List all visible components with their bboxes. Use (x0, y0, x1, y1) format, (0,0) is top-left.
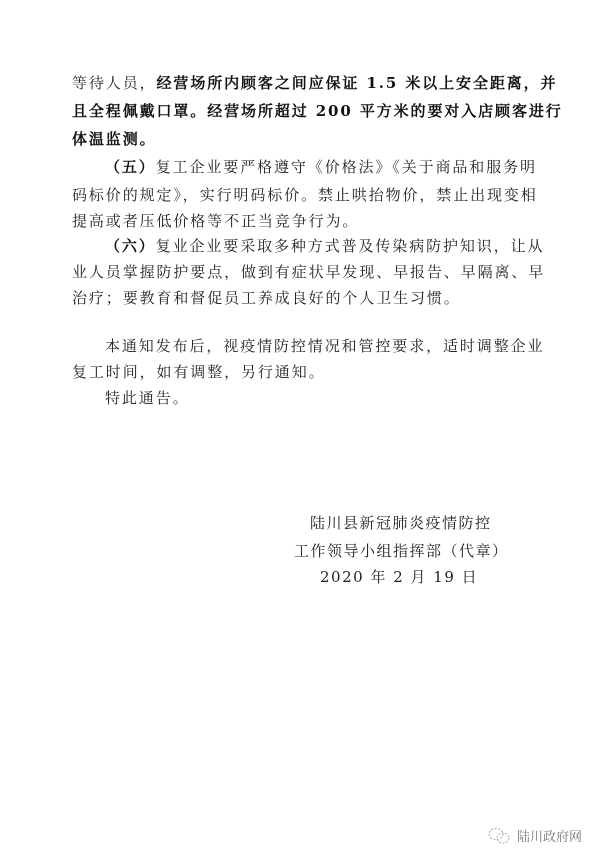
text-line (72, 211, 359, 231)
text-span: 码标价的规定》，实行明码标价。禁止哄抬物价，禁止出现变相 (72, 186, 538, 204)
text-line (105, 236, 544, 256)
signature-org-line2: 工作领导小组指挥部（代章） (294, 542, 509, 560)
text-span: 复业企业要采取多种方式普及传染病防护知识，让从 (155, 237, 545, 255)
text-line (72, 73, 557, 93)
wechat-icon (487, 827, 511, 845)
text-line (105, 388, 190, 408)
text-line (105, 336, 544, 356)
text-line (105, 157, 537, 177)
text-span: 等待人员， (72, 74, 157, 92)
bold-text: 经营场所内顾客之间应保证 1.5 米以上安全距离，并 (156, 74, 558, 92)
text-span: 复工企业要严格遵守《价格法》《关于商品和服务明 (155, 158, 537, 176)
text-line (72, 129, 157, 149)
text-span: 业人员掌握防护要点，做到有症状早发现、早报告、早隔离、早 (72, 263, 546, 281)
bold-text: （五） (105, 158, 156, 176)
text-line (72, 185, 538, 205)
text-span: 复工时间，如有调整，另行通知。 (72, 363, 326, 381)
signature-date: 2020 年 2 月 19 日 (320, 568, 479, 586)
text-span: 提高或者压低价格等不正当竞争行为。 (72, 212, 360, 230)
bold-text: 体温监测。 (72, 130, 157, 148)
watermark (487, 826, 582, 845)
text-span: 特此通告。 (105, 389, 190, 407)
text-span: 治疗；要教育和督促员工养成良好的个人卫生习惯。 (72, 289, 461, 307)
text-line (72, 262, 545, 282)
watermark-label: 陆川政府网 (517, 830, 583, 845)
bold-text: 且全程佩戴口罩。经营场所超过 200 平方米的要对入店顾客进行 (72, 102, 563, 120)
text-span: 本通知发布后，视疫情防控情况和管控要求，适时调整企业 (105, 337, 545, 355)
signature-org-line1: 陆川县新冠肺炎疫情防控 (310, 514, 492, 532)
text-line (72, 362, 326, 382)
text-line (72, 101, 563, 121)
bold-text: （六） (105, 237, 156, 255)
text-line (72, 288, 461, 308)
